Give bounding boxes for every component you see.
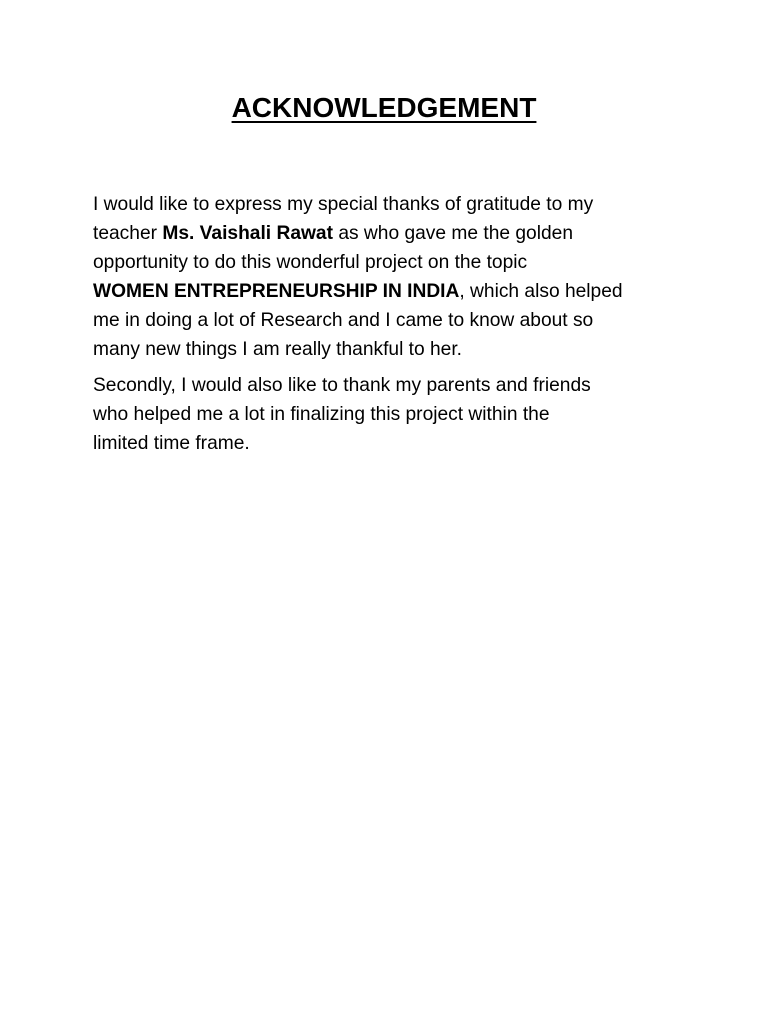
document-body (93, 190, 673, 465)
page-title (0, 88, 768, 128)
teacher-name: Ms. Vaishali Rawat (162, 223, 333, 244)
paragraph2-line2: who helped me a lot in finalizing this project within the (93, 404, 550, 425)
paragraph-thanks-family (93, 371, 673, 458)
paragraph1-line5: me in doing a lot of Research and I came to know about so (93, 310, 594, 331)
project-topic: WOMEN ENTREPRENEURSHIP IN INDIA (93, 281, 460, 302)
paragraph1-line4 (93, 277, 673, 306)
paragraph-gratitude (93, 190, 673, 364)
page-title-text: ACKNOWLEDGEMENT (231, 92, 537, 123)
paragraph1-line3: opportunity to do this wonderful project on the topic (93, 252, 528, 273)
paragraph2-line3: limited time frame. (93, 433, 250, 454)
paragraph1-line2-pre: teacher (93, 223, 163, 244)
paragraph1-line4-post: , which also helped (459, 281, 623, 302)
paragraph1-line1: I would like to express my special thanks of gratitude to my (93, 194, 594, 215)
paragraph1-line2 (93, 219, 673, 248)
paragraph1-line2-post: as who gave me the golden (332, 223, 573, 244)
paragraph2-line1: Secondly, I would also like to thank my parents and friends (93, 375, 591, 396)
paragraph1-line6: many new things I am really thankful to her. (93, 339, 463, 360)
